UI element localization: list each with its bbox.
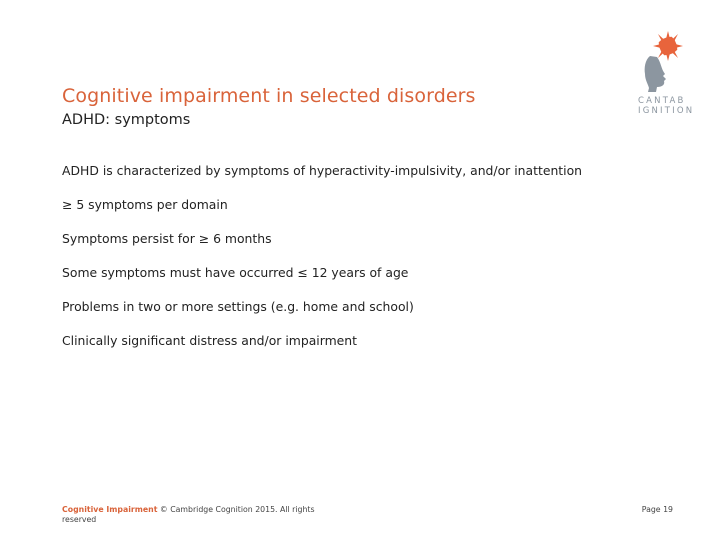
list-item: ADHD is characterized by symptoms of hyperactivity-impulsivity, and/or inattention [62, 163, 583, 178]
footer-copyright-text: © Cambridge Cognition 2015. All rights reserved [62, 505, 315, 524]
footer-copyright [62, 505, 342, 525]
list-item: Clinically significant distress and/or impairment [62, 333, 358, 348]
list-item: Some symptoms must have occurred ≤ 12 years of age [62, 265, 409, 280]
list-item: Problems in two or more settings (e.g. home and school) [62, 299, 414, 314]
cantab-logo-text [638, 96, 695, 116]
list-item: Symptoms persist for ≥ 6 months [62, 231, 272, 246]
page-number: Page 19 [641, 505, 673, 514]
symptom-list [62, 162, 582, 366]
logo-line-1: CANTAB [638, 96, 686, 106]
logo-line-2: IGNITION [638, 106, 695, 116]
list-item: ≥ 5 symptoms per domain [62, 197, 228, 212]
slide-subtitle: ADHD: symptoms [62, 112, 191, 128]
slide-title: Cognitive impairment in selected disorders [62, 85, 476, 107]
footer-brand: Cognitive Impairment [62, 505, 158, 514]
